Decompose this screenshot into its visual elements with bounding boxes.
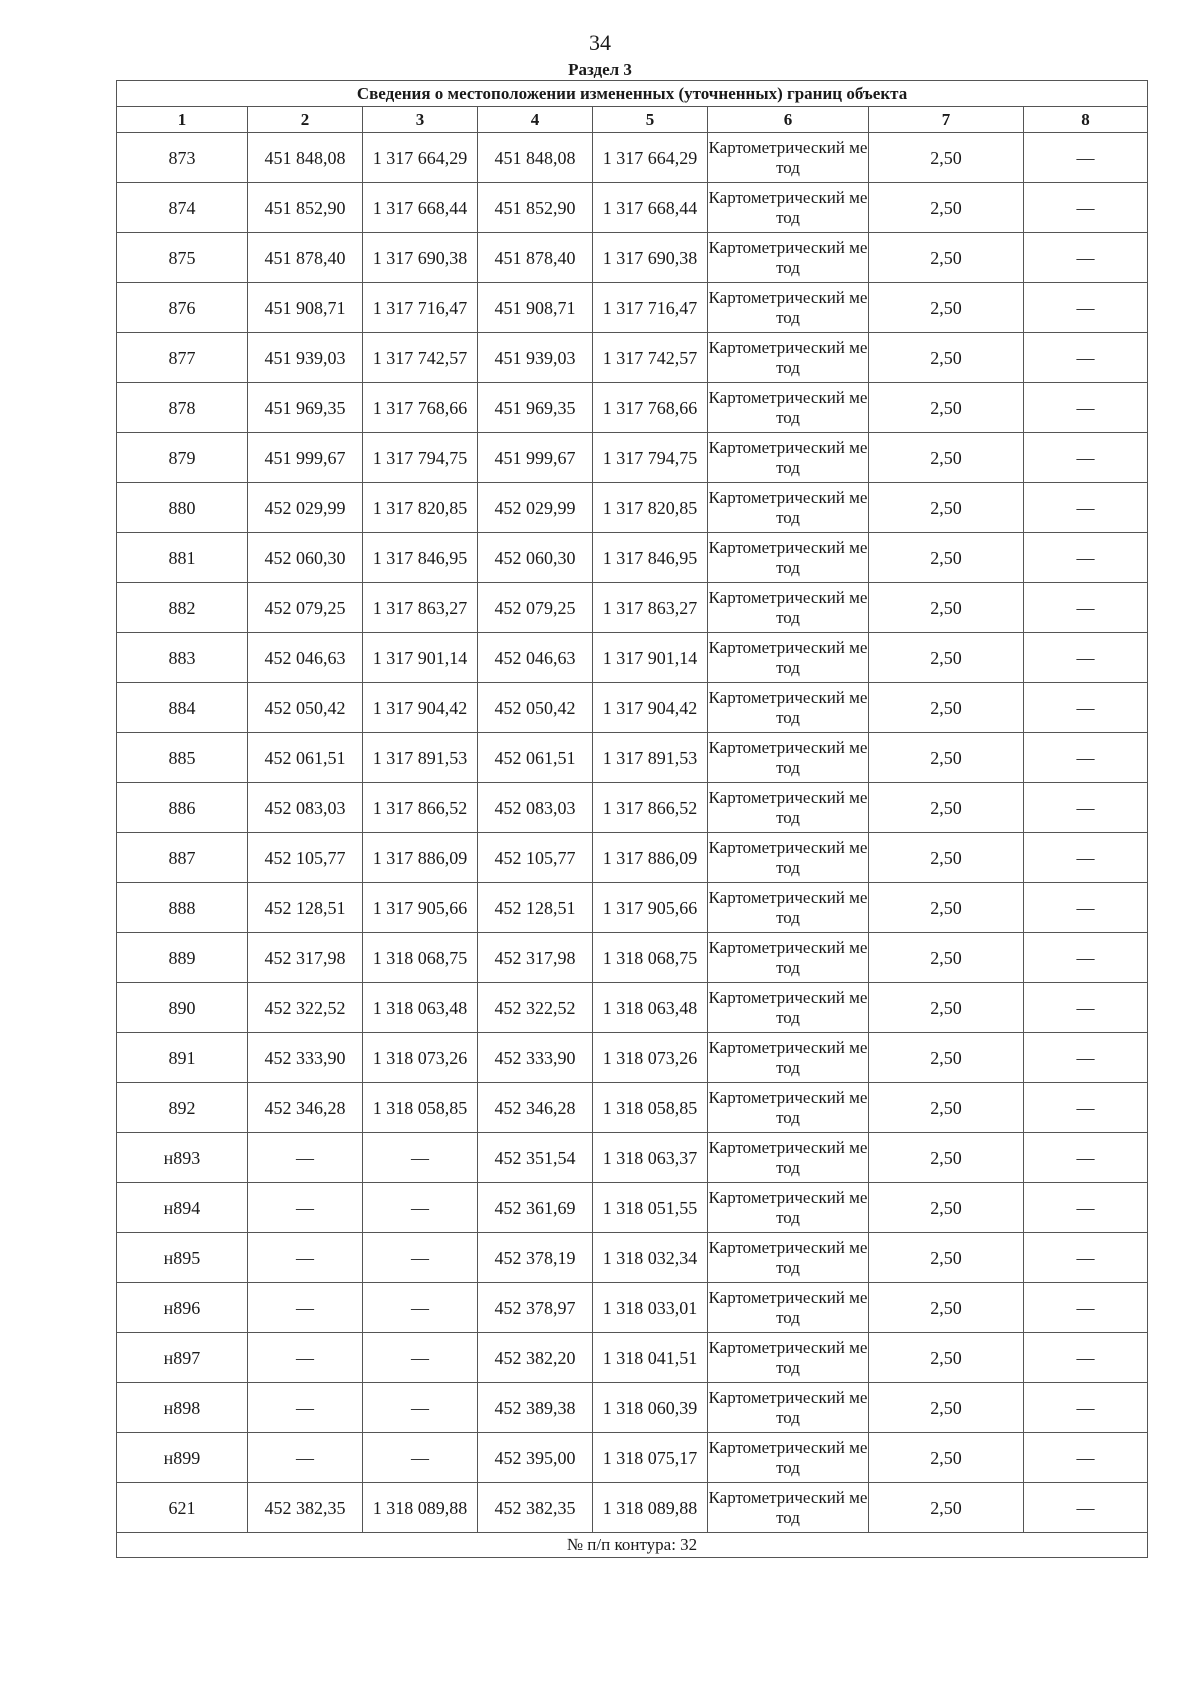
boundary-coordinates-table xyxy=(116,80,1148,1558)
accuracy-cell: 2,50 xyxy=(869,833,1024,883)
new-x-cell: 452 361,69 xyxy=(478,1183,593,1233)
table-row xyxy=(117,483,1148,533)
description-cell: — xyxy=(1024,283,1148,333)
method-cell: Картометрический метод xyxy=(708,183,869,233)
column-number: 1 xyxy=(117,107,248,133)
accuracy-cell: 2,50 xyxy=(869,983,1024,1033)
table-row xyxy=(117,683,1148,733)
new-x-cell: 452 061,51 xyxy=(478,733,593,783)
new-y-cell: 1 317 846,95 xyxy=(593,533,708,583)
method-cell: Картометрический метод xyxy=(708,1333,869,1383)
new-y-cell: 1 318 060,39 xyxy=(593,1383,708,1433)
point-number-cell: 892 xyxy=(117,1083,248,1133)
new-y-cell: 1 317 863,27 xyxy=(593,583,708,633)
new-y-cell: 1 317 905,66 xyxy=(593,883,708,933)
accuracy-cell: 2,50 xyxy=(869,183,1024,233)
accuracy-cell: 2,50 xyxy=(869,433,1024,483)
accuracy-cell: 2,50 xyxy=(869,533,1024,583)
table-row xyxy=(117,583,1148,633)
accuracy-cell: 2,50 xyxy=(869,133,1024,183)
table-row xyxy=(117,133,1148,183)
description-cell: — xyxy=(1024,733,1148,783)
table-row xyxy=(117,733,1148,783)
new-x-cell: 452 060,30 xyxy=(478,533,593,583)
description-cell: — xyxy=(1024,583,1148,633)
description-cell: — xyxy=(1024,1233,1148,1283)
new-y-cell: 1 317 690,38 xyxy=(593,233,708,283)
accuracy-cell: 2,50 xyxy=(869,1433,1024,1483)
new-x-cell: 451 878,40 xyxy=(478,233,593,283)
old-y-cell: — xyxy=(363,1233,478,1283)
old-y-cell: 1 318 058,85 xyxy=(363,1083,478,1133)
old-x-cell: 452 105,77 xyxy=(248,833,363,883)
new-y-cell: 1 318 033,01 xyxy=(593,1283,708,1333)
method-cell: Картометрический метод xyxy=(708,283,869,333)
point-number-cell: 890 xyxy=(117,983,248,1033)
new-y-cell: 1 317 664,29 xyxy=(593,133,708,183)
column-number: 4 xyxy=(478,107,593,133)
point-number-cell: н898 xyxy=(117,1383,248,1433)
description-cell: — xyxy=(1024,833,1148,883)
table-row xyxy=(117,1033,1148,1083)
description-cell: — xyxy=(1024,1283,1148,1333)
method-cell: Картометрический метод xyxy=(708,633,869,683)
table-body xyxy=(117,133,1148,1533)
accuracy-cell: 2,50 xyxy=(869,1183,1024,1233)
accuracy-cell: 2,50 xyxy=(869,1383,1024,1433)
old-y-cell: — xyxy=(363,1133,478,1183)
table-row xyxy=(117,783,1148,833)
point-number-cell: 875 xyxy=(117,233,248,283)
description-cell: — xyxy=(1024,983,1148,1033)
new-y-cell: 1 317 886,09 xyxy=(593,833,708,883)
accuracy-cell: 2,50 xyxy=(869,683,1024,733)
table-row xyxy=(117,633,1148,683)
new-x-cell: 452 351,54 xyxy=(478,1133,593,1183)
accuracy-cell: 2,50 xyxy=(869,883,1024,933)
accuracy-cell: 2,50 xyxy=(869,583,1024,633)
old-y-cell: 1 317 891,53 xyxy=(363,733,478,783)
method-cell: Картометрический метод xyxy=(708,1183,869,1233)
method-cell: Картометрический метод xyxy=(708,1483,869,1533)
old-x-cell: 452 128,51 xyxy=(248,883,363,933)
point-number-cell: 884 xyxy=(117,683,248,733)
contour-number: № п/п контура: 32 xyxy=(117,1533,1148,1558)
accuracy-cell: 2,50 xyxy=(869,1283,1024,1333)
new-x-cell: 452 333,90 xyxy=(478,1033,593,1083)
new-x-cell: 452 378,19 xyxy=(478,1233,593,1283)
new-x-cell: 452 317,98 xyxy=(478,933,593,983)
table-row xyxy=(117,883,1148,933)
point-number-cell: 877 xyxy=(117,333,248,383)
old-x-cell: 451 969,35 xyxy=(248,383,363,433)
table-row xyxy=(117,1183,1148,1233)
description-cell: — xyxy=(1024,1483,1148,1533)
new-x-cell: 452 046,63 xyxy=(478,633,593,683)
table-row xyxy=(117,383,1148,433)
table-row xyxy=(117,1133,1148,1183)
point-number-cell: н897 xyxy=(117,1333,248,1383)
table-row xyxy=(117,1083,1148,1133)
old-x-cell: — xyxy=(248,1183,363,1233)
method-cell: Картометрический метод xyxy=(708,533,869,583)
new-x-cell: 452 389,38 xyxy=(478,1383,593,1433)
old-x-cell: 452 046,63 xyxy=(248,633,363,683)
old-x-cell: 451 908,71 xyxy=(248,283,363,333)
old-y-cell: 1 318 089,88 xyxy=(363,1483,478,1533)
new-y-cell: 1 317 768,66 xyxy=(593,383,708,433)
old-y-cell: 1 317 820,85 xyxy=(363,483,478,533)
old-y-cell: 1 317 886,09 xyxy=(363,833,478,883)
description-cell: — xyxy=(1024,433,1148,483)
point-number-cell: 888 xyxy=(117,883,248,933)
table-row xyxy=(117,1233,1148,1283)
old-x-cell: 451 852,90 xyxy=(248,183,363,233)
old-y-cell: 1 317 794,75 xyxy=(363,433,478,483)
table-row xyxy=(117,233,1148,283)
old-y-cell: — xyxy=(363,1183,478,1233)
accuracy-cell: 2,50 xyxy=(869,233,1024,283)
description-cell: — xyxy=(1024,183,1148,233)
new-x-cell: 452 322,52 xyxy=(478,983,593,1033)
new-y-cell: 1 318 063,37 xyxy=(593,1133,708,1183)
point-number-cell: 882 xyxy=(117,583,248,633)
accuracy-cell: 2,50 xyxy=(869,783,1024,833)
description-cell: — xyxy=(1024,1083,1148,1133)
old-y-cell: 1 317 690,38 xyxy=(363,233,478,283)
old-x-cell: 452 317,98 xyxy=(248,933,363,983)
old-y-cell: 1 318 063,48 xyxy=(363,983,478,1033)
column-number: 3 xyxy=(363,107,478,133)
table-row xyxy=(117,1433,1148,1483)
description-cell: — xyxy=(1024,683,1148,733)
new-x-cell: 451 848,08 xyxy=(478,133,593,183)
method-cell: Картометрический метод xyxy=(708,733,869,783)
old-x-cell: 452 322,52 xyxy=(248,983,363,1033)
new-x-cell: 452 382,20 xyxy=(478,1333,593,1383)
accuracy-cell: 2,50 xyxy=(869,733,1024,783)
table-row xyxy=(117,533,1148,583)
description-cell: — xyxy=(1024,233,1148,283)
old-y-cell: — xyxy=(363,1333,478,1383)
description-cell: — xyxy=(1024,633,1148,683)
old-x-cell: 452 346,28 xyxy=(248,1083,363,1133)
point-number-cell: 883 xyxy=(117,633,248,683)
method-cell: Картометрический метод xyxy=(708,133,869,183)
table-row xyxy=(117,933,1148,983)
description-cell: — xyxy=(1024,1033,1148,1083)
new-x-cell: 452 382,35 xyxy=(478,1483,593,1533)
description-cell: — xyxy=(1024,783,1148,833)
old-x-cell: — xyxy=(248,1233,363,1283)
old-x-cell: 451 848,08 xyxy=(248,133,363,183)
new-y-cell: 1 318 058,85 xyxy=(593,1083,708,1133)
table-row xyxy=(117,283,1148,333)
old-y-cell: 1 317 905,66 xyxy=(363,883,478,933)
point-number-cell: 889 xyxy=(117,933,248,983)
old-x-cell: 452 382,35 xyxy=(248,1483,363,1533)
old-x-cell: 452 050,42 xyxy=(248,683,363,733)
new-y-cell: 1 317 904,42 xyxy=(593,683,708,733)
old-x-cell: 452 029,99 xyxy=(248,483,363,533)
new-y-cell: 1 317 820,85 xyxy=(593,483,708,533)
description-cell: — xyxy=(1024,483,1148,533)
column-number: 6 xyxy=(708,107,869,133)
old-x-cell: — xyxy=(248,1333,363,1383)
method-cell: Картометрический метод xyxy=(708,983,869,1033)
new-y-cell: 1 317 866,52 xyxy=(593,783,708,833)
point-number-cell: н896 xyxy=(117,1283,248,1333)
method-cell: Картометрический метод xyxy=(708,583,869,633)
column-number: 8 xyxy=(1024,107,1148,133)
accuracy-cell: 2,50 xyxy=(869,633,1024,683)
accuracy-cell: 2,50 xyxy=(869,1483,1024,1533)
point-number-cell: 873 xyxy=(117,133,248,183)
method-cell: Картометрический метод xyxy=(708,1383,869,1433)
accuracy-cell: 2,50 xyxy=(869,383,1024,433)
new-x-cell: 452 079,25 xyxy=(478,583,593,633)
old-y-cell: 1 317 768,66 xyxy=(363,383,478,433)
old-y-cell: 1 317 901,14 xyxy=(363,633,478,683)
new-x-cell: 452 105,77 xyxy=(478,833,593,883)
new-x-cell: 452 050,42 xyxy=(478,683,593,733)
description-cell: — xyxy=(1024,533,1148,583)
new-x-cell: 452 395,00 xyxy=(478,1433,593,1483)
point-number-cell: н899 xyxy=(117,1433,248,1483)
description-cell: — xyxy=(1024,333,1148,383)
section-title: Раздел 3 xyxy=(568,60,632,79)
method-cell: Картометрический метод xyxy=(708,1233,869,1283)
old-y-cell: 1 318 073,26 xyxy=(363,1033,478,1083)
page-number: 34 xyxy=(589,30,611,55)
new-x-cell: 452 029,99 xyxy=(478,483,593,533)
table-caption: Сведения о местоположении измененных (уточненных) границ объекта xyxy=(117,81,1148,107)
old-x-cell: 452 060,30 xyxy=(248,533,363,583)
table-row xyxy=(117,1383,1148,1433)
new-y-cell: 1 317 794,75 xyxy=(593,433,708,483)
table-row xyxy=(117,183,1148,233)
method-cell: Картометрический метод xyxy=(708,333,869,383)
new-y-cell: 1 317 891,53 xyxy=(593,733,708,783)
column-number-row xyxy=(117,107,1148,133)
new-x-cell: 451 999,67 xyxy=(478,433,593,483)
point-number-cell: 880 xyxy=(117,483,248,533)
new-y-cell: 1 318 075,17 xyxy=(593,1433,708,1483)
method-cell: Картометрический метод xyxy=(708,683,869,733)
point-number-cell: 887 xyxy=(117,833,248,883)
description-cell: — xyxy=(1024,883,1148,933)
new-y-cell: 1 317 901,14 xyxy=(593,633,708,683)
new-x-cell: 451 939,03 xyxy=(478,333,593,383)
description-cell: — xyxy=(1024,1433,1148,1483)
new-y-cell: 1 317 716,47 xyxy=(593,283,708,333)
point-number-cell: 881 xyxy=(117,533,248,583)
column-number: 5 xyxy=(593,107,708,133)
old-y-cell: — xyxy=(363,1283,478,1333)
old-x-cell: — xyxy=(248,1283,363,1333)
old-x-cell: 452 061,51 xyxy=(248,733,363,783)
method-cell: Картометрический метод xyxy=(708,1133,869,1183)
point-number-cell: 891 xyxy=(117,1033,248,1083)
accuracy-cell: 2,50 xyxy=(869,1133,1024,1183)
new-y-cell: 1 318 041,51 xyxy=(593,1333,708,1383)
old-y-cell: 1 317 863,27 xyxy=(363,583,478,633)
method-cell: Картометрический метод xyxy=(708,483,869,533)
old-y-cell: 1 317 716,47 xyxy=(363,283,478,333)
old-x-cell: 451 939,03 xyxy=(248,333,363,383)
old-y-cell: 1 317 668,44 xyxy=(363,183,478,233)
accuracy-cell: 2,50 xyxy=(869,933,1024,983)
point-number-cell: 876 xyxy=(117,283,248,333)
new-x-cell: 452 128,51 xyxy=(478,883,593,933)
table-row xyxy=(117,1483,1148,1533)
point-number-cell: н894 xyxy=(117,1183,248,1233)
accuracy-cell: 2,50 xyxy=(869,1033,1024,1083)
old-x-cell: — xyxy=(248,1383,363,1433)
description-cell: — xyxy=(1024,383,1148,433)
column-number: 7 xyxy=(869,107,1024,133)
accuracy-cell: 2,50 xyxy=(869,1333,1024,1383)
point-number-cell: н895 xyxy=(117,1233,248,1283)
point-number-cell: 879 xyxy=(117,433,248,483)
old-x-cell: 451 999,67 xyxy=(248,433,363,483)
method-cell: Картометрический метод xyxy=(708,383,869,433)
new-y-cell: 1 318 032,34 xyxy=(593,1233,708,1283)
method-cell: Картометрический метод xyxy=(708,1283,869,1333)
table-row xyxy=(117,333,1148,383)
new-y-cell: 1 318 063,48 xyxy=(593,983,708,1033)
new-x-cell: 452 378,97 xyxy=(478,1283,593,1333)
table-row xyxy=(117,983,1148,1033)
old-x-cell: — xyxy=(248,1433,363,1483)
point-number-cell: 878 xyxy=(117,383,248,433)
new-x-cell: 452 083,03 xyxy=(478,783,593,833)
table-row xyxy=(117,833,1148,883)
new-y-cell: 1 318 073,26 xyxy=(593,1033,708,1083)
table-row xyxy=(117,1333,1148,1383)
method-cell: Картометрический метод xyxy=(708,433,869,483)
new-x-cell: 451 908,71 xyxy=(478,283,593,333)
column-number: 2 xyxy=(248,107,363,133)
point-number-cell: 621 xyxy=(117,1483,248,1533)
method-cell: Картометрический метод xyxy=(708,883,869,933)
old-y-cell: 1 317 846,95 xyxy=(363,533,478,583)
description-cell: — xyxy=(1024,1333,1148,1383)
old-x-cell: 452 079,25 xyxy=(248,583,363,633)
method-cell: Картометрический метод xyxy=(708,783,869,833)
accuracy-cell: 2,50 xyxy=(869,1083,1024,1133)
description-cell: — xyxy=(1024,1133,1148,1183)
old-y-cell: 1 318 068,75 xyxy=(363,933,478,983)
method-cell: Картометрический метод xyxy=(708,933,869,983)
table-row xyxy=(117,433,1148,483)
old-y-cell: 1 317 904,42 xyxy=(363,683,478,733)
new-y-cell: 1 317 668,44 xyxy=(593,183,708,233)
old-y-cell: — xyxy=(363,1383,478,1433)
accuracy-cell: 2,50 xyxy=(869,283,1024,333)
method-cell: Картометрический метод xyxy=(708,833,869,883)
table-row xyxy=(117,1283,1148,1333)
description-cell: — xyxy=(1024,933,1148,983)
point-number-cell: 885 xyxy=(117,733,248,783)
accuracy-cell: 2,50 xyxy=(869,483,1024,533)
description-cell: — xyxy=(1024,133,1148,183)
description-cell: — xyxy=(1024,1383,1148,1433)
point-number-cell: 874 xyxy=(117,183,248,233)
old-y-cell: — xyxy=(363,1433,478,1483)
old-x-cell: 451 878,40 xyxy=(248,233,363,283)
old-y-cell: 1 317 866,52 xyxy=(363,783,478,833)
old-x-cell: — xyxy=(248,1133,363,1183)
accuracy-cell: 2,50 xyxy=(869,1233,1024,1283)
old-x-cell: 452 083,03 xyxy=(248,783,363,833)
new-y-cell: 1 317 742,57 xyxy=(593,333,708,383)
new-x-cell: 451 852,90 xyxy=(478,183,593,233)
accuracy-cell: 2,50 xyxy=(869,333,1024,383)
new-x-cell: 451 969,35 xyxy=(478,383,593,433)
new-y-cell: 1 318 089,88 xyxy=(593,1483,708,1533)
old-y-cell: 1 317 742,57 xyxy=(363,333,478,383)
method-cell: Картометрический метод xyxy=(708,1033,869,1083)
new-y-cell: 1 318 068,75 xyxy=(593,933,708,983)
method-cell: Картометрический метод xyxy=(708,1433,869,1483)
new-x-cell: 452 346,28 xyxy=(478,1083,593,1133)
method-cell: Картометрический метод xyxy=(708,233,869,283)
new-y-cell: 1 318 051,55 xyxy=(593,1183,708,1233)
old-x-cell: 452 333,90 xyxy=(248,1033,363,1083)
point-number-cell: н893 xyxy=(117,1133,248,1183)
description-cell: — xyxy=(1024,1183,1148,1233)
old-y-cell: 1 317 664,29 xyxy=(363,133,478,183)
method-cell: Картометрический метод xyxy=(708,1083,869,1133)
point-number-cell: 886 xyxy=(117,783,248,833)
